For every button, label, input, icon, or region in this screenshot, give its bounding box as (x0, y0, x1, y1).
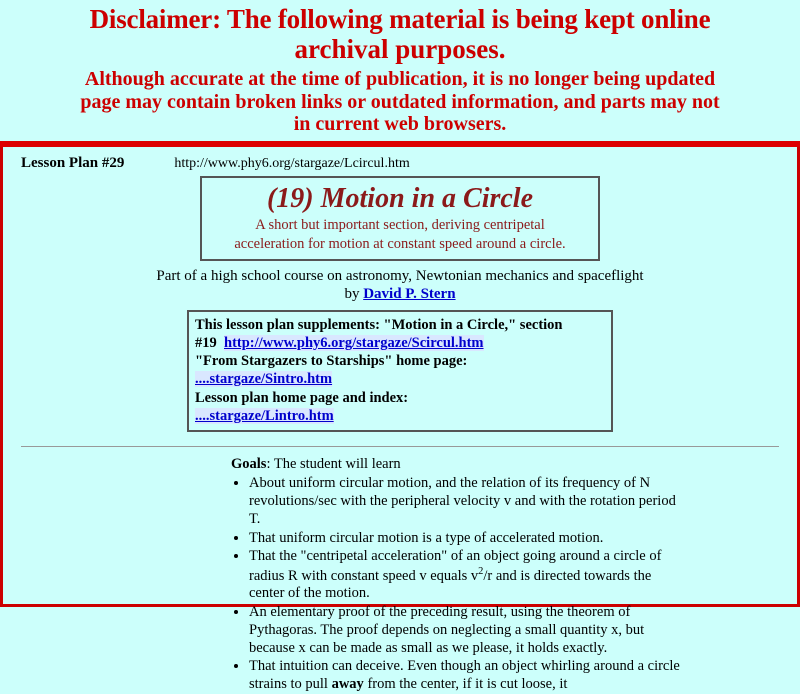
goals-list (231, 475, 681, 693)
lesson-plan-number: Lesson Plan #29 (21, 154, 125, 171)
goals-heading-label: Goals (231, 455, 267, 472)
title-box (200, 176, 600, 261)
supplement-text-3: "From Stargazers to Starships" home page: (195, 353, 468, 370)
goal-item-part: That the "centripetal acceleration" of an object going around a (249, 548, 610, 565)
supplement-line-5 (195, 389, 605, 407)
section-link[interactable]: http://www.phy6.org/stargaze/Scircul.htm (224, 335, 484, 352)
document-body (0, 147, 800, 692)
disclaimer-line-5: in current web browsers. (293, 113, 507, 136)
page-subtitle-line-2: acceleration for motion at constant speed around a circle. (234, 235, 566, 252)
home-page-link[interactable]: ....stargaze/Sintro.htm (195, 371, 333, 388)
goal-item (249, 658, 681, 693)
goal-item-part: towards the center of the motion. (249, 567, 652, 602)
disclaimer-line-4: page may contain broken links or outdated information, and parts may not (80, 90, 720, 113)
supplement-line-6 (195, 407, 605, 425)
byline-prefix: by (344, 286, 364, 303)
goal-item-part: That intuition can deceive. Even though an object whirling around (249, 658, 634, 675)
supplement-text-1: This lesson plan supplements: "Motion in a Circle," section (195, 317, 563, 334)
supplement-line-3 (195, 352, 605, 370)
goal-item-part: /r and is directed (483, 567, 581, 584)
course-description (3, 267, 797, 303)
lesson-index-link[interactable]: ....stargaze/Lintro.htm (195, 407, 334, 424)
supplement-section-number: #19 (195, 335, 217, 352)
disclaimer-line-3: Although accurate at the time of publication, it is no longer being updated (84, 68, 716, 91)
goals-heading-rest: : The student will learn (266, 455, 401, 472)
goal-item: • That uniform circular motion is a type of accelerated motion. (249, 530, 681, 548)
archival-disclaimer (0, 0, 800, 138)
goal-item (249, 548, 681, 603)
page-subtitle-line-1: A short but important section, deriving centripetal (255, 216, 545, 233)
course-description-text: Part of a high school course on astronomy, Newtonian mechanics and spaceflight (156, 268, 644, 285)
author-link[interactable]: David P. Stern (363, 286, 456, 303)
goal-item-emphasis: away (331, 675, 364, 692)
supplement-box (187, 310, 613, 432)
goal-item-part: from the center, if it is cut loose, it (363, 675, 568, 692)
goal-item-exponent: 2 (478, 565, 484, 577)
supplement-line-4 (195, 370, 605, 388)
section-divider (21, 446, 779, 447)
goals-section (231, 456, 681, 694)
goal-item: • An elementary proof of the preceding result, using the theorem of Pythagoras. The proof depends on neglecting a small quantity x, but because x can be made as small as we please, it holds exactly. (249, 604, 681, 657)
page-url: http://www.phy6.org/stargaze/Lcircul.htm (174, 155, 410, 171)
supplement-line-1 (195, 316, 605, 334)
goals-heading (231, 456, 681, 474)
page-title: (19) Motion in a Circle (266, 182, 533, 214)
document-header-row (3, 147, 797, 172)
supplement-line-2 (195, 334, 605, 352)
disclaimer-line-2: archival purposes. (294, 34, 506, 65)
goal-item-part: a circle strains to pull (249, 658, 680, 692)
supplement-text-4: Lesson plan home page and index: (195, 389, 409, 406)
goal-item: • About uniform circular motion, and the relation of its frequency of N revolutions/sec with the peripheral velocity v and with the rotation period T. (249, 475, 681, 528)
disclaimer-line-1: Disclaimer: The following material is being kept online (89, 4, 711, 34)
goal-item-part: circle of radius R with constant speed v equals v (249, 548, 662, 584)
